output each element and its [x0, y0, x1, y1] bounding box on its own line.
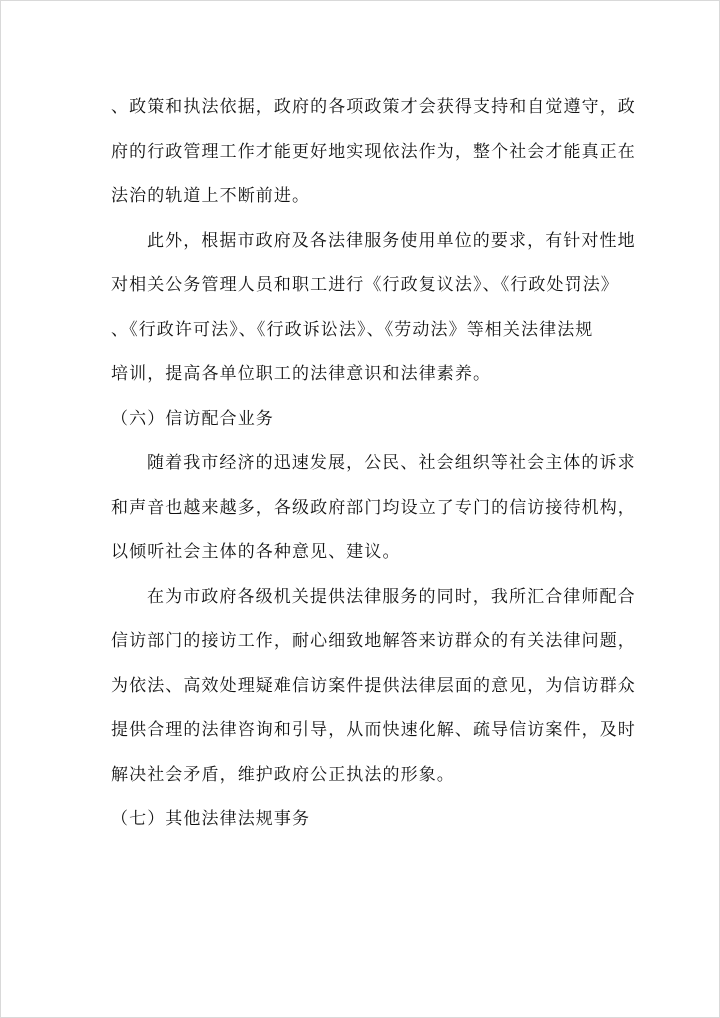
text-line-14: 为依法、高效处理疑难信访案件提供法律层面的意见，为信访群众 [111, 675, 636, 696]
text-line-6: 、《行政许可法》、《行政诉讼法》、《劳动法》等相关法律法规 [111, 319, 594, 340]
text-line-12: 在为市政府各级机关提供法律服务的同时，我所汇合律师配合 [147, 586, 636, 607]
section-heading-6: （六）信访配合业务 [111, 408, 274, 429]
text-line-3: 法治的轨道上不断前进。 [111, 186, 311, 206]
text-line-5: 对相关公务管理人员和职工进行《行政复议法》、《行政处罚法》 [111, 275, 619, 295]
text-line-9: 随着我市经济的迅速发展，公民、社会组织等社会主体的诉求 [147, 453, 636, 473]
text-line-7: 培训，提高各单位职工的法律意识和法律素养。 [111, 364, 492, 384]
section-heading-7: （七）其他法律法规事务 [111, 809, 311, 829]
text-line-15: 提供合理的法律咨询和引导，从而快速化解、疏导信访案件，及时 [111, 720, 636, 740]
text-line-16: 解决社会矛盾，维护政府公正执法的形象。 [111, 764, 455, 785]
text-line-13: 信访部门的接访工作，耐心细致地解答来访群众的有关法律问题， [111, 631, 636, 651]
text-line-11: 以倾听社会主体的各种意见、建议。 [111, 542, 401, 562]
text-line-2: 府的行政管理工作才能更好地实现依法作为，整个社会才能真正在 [111, 141, 636, 162]
document-body [111, 85, 636, 842]
text-line-1: 、政策和执法依据，政府的各项政策才会获得支持和自觉遵守，政 [111, 97, 636, 117]
text-line-10: 和声音也越来越多，各级政府部门均设立了专门的信访接待机构， [111, 497, 636, 518]
text-line-4: 此外，根据市政府及各法律服务使用单位的要求，有针对性地 [147, 230, 636, 251]
